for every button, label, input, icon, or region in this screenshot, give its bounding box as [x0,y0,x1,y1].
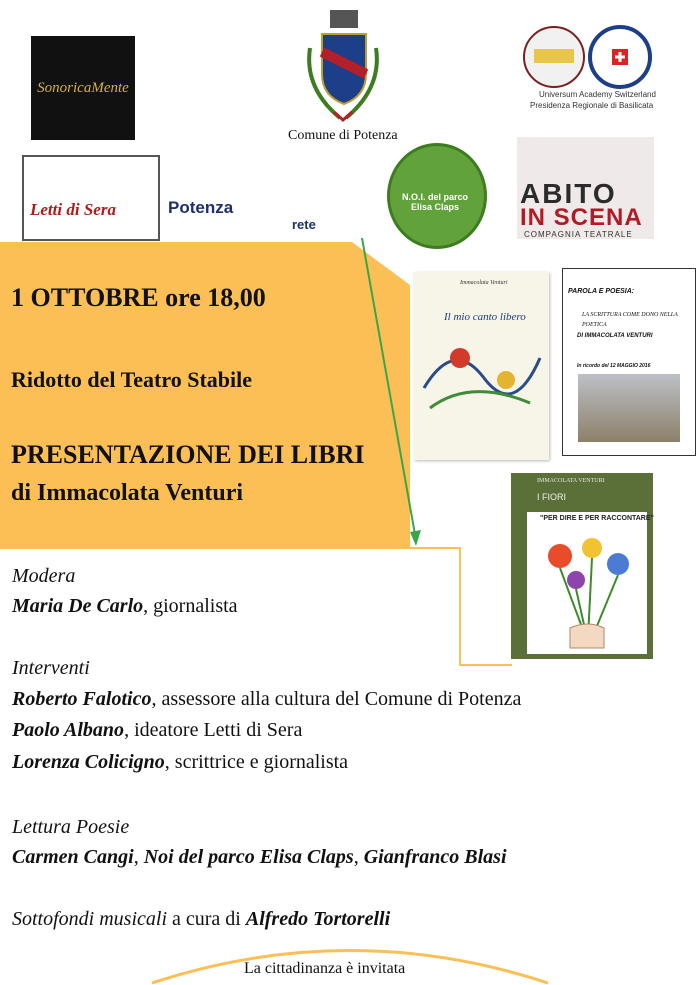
abito-title: ABITO [520,178,617,209]
book2-photo [578,374,680,442]
book2-title: PAROLA E POESIA: [568,288,635,295]
letti-di-sera-logo [22,155,160,241]
speakers-label: Interventi [12,657,90,679]
readers-line [12,846,507,869]
reader-sep-2: , [353,846,364,868]
book2-author: DI IMMACOLATA VENTURI [577,333,653,339]
music-line [12,908,390,931]
music-label: Sottofondi musicali [12,908,167,930]
university-presidency: Presidenza Regionale di Basilicata [530,101,654,110]
speaker-2-role: , ideatore Letti di Sera [124,719,303,741]
moderator-line [12,595,238,618]
moderator-label: Modera [12,565,76,587]
reader-2: Noi del parco Elisa Claps [143,846,354,868]
speaker-2-name: Paolo Albano [12,719,125,741]
potenza-rete-logo: Potenza [168,198,234,217]
comune-di-potenza-label: Comune di Potenza [288,128,398,143]
event-author: di Immacolata Venturi [11,480,244,506]
book3-title: I FIORI [537,492,566,502]
book2-dedication: In ricordo del 12 MAGGIO 2016 [577,363,651,369]
reader-3: Gianfranco Blasi [363,846,507,868]
event-presentation: PRESENTAZIONE DEI LIBRI [11,440,365,469]
university-name: Universum Academy Switzerland [539,90,656,99]
book3-subtitle: "PER DIRE E PER RACCONTARE" [540,515,654,522]
music-name: Alfredo Tortorelli [245,908,391,930]
event-venue: Ridotto del Teatro Stabile [11,367,253,392]
reader-1: Carmen Cangi [12,846,134,868]
moderator-name: Maria De Carlo [12,595,144,617]
book1-artwork-icon [420,328,544,418]
rete-logo-text: rete [292,217,316,232]
speaker-line-1 [12,688,521,711]
reader-sep-1: , [133,846,144,868]
music-mid: a cura di [167,908,246,930]
abito-company: COMPAGNIA TEATRALE [524,230,633,239]
sonoricamente-logo-text: SonoricaMente [37,79,129,96]
book3-author: IMMACOLATA VENTURI [537,478,605,484]
footer-invitation: La cittadinanza è invitata [244,960,406,977]
speaker-line-3 [12,751,348,774]
coat-of-arms-icon [300,8,386,126]
reading-label: Lettura Poesie [12,816,130,838]
speaker-3-role: , scrittrice e giornalista [164,751,349,773]
letti-di-sera-text: Letti di Sera [30,200,116,219]
university-logo [520,25,662,113]
abito-inscena: IN SCENA [520,204,643,231]
flowers-icon [530,528,644,652]
speaker-line-2 [12,719,302,742]
moderator-role: , giornalista [143,595,238,617]
book1-author: Immacolata Venturi [460,280,508,286]
event-date: 1 OTTOBRE ore 18,00 [11,283,266,312]
speaker-1-role: , assessore alla cultura del Comune di Potenza [151,688,522,710]
book2-subtitle: LA SCRITTURA COME DONO NELLA POETICA [582,312,678,328]
sonoricamente-logo [31,36,135,140]
speaker-3-name: Lorenza Colicigno [12,751,165,773]
noi-logo-text: N.O.I. del parco Elisa Claps [401,192,468,212]
speaker-1-name: Roberto Falotico [12,688,152,710]
book1-title: Il mio canto libero [444,311,526,323]
